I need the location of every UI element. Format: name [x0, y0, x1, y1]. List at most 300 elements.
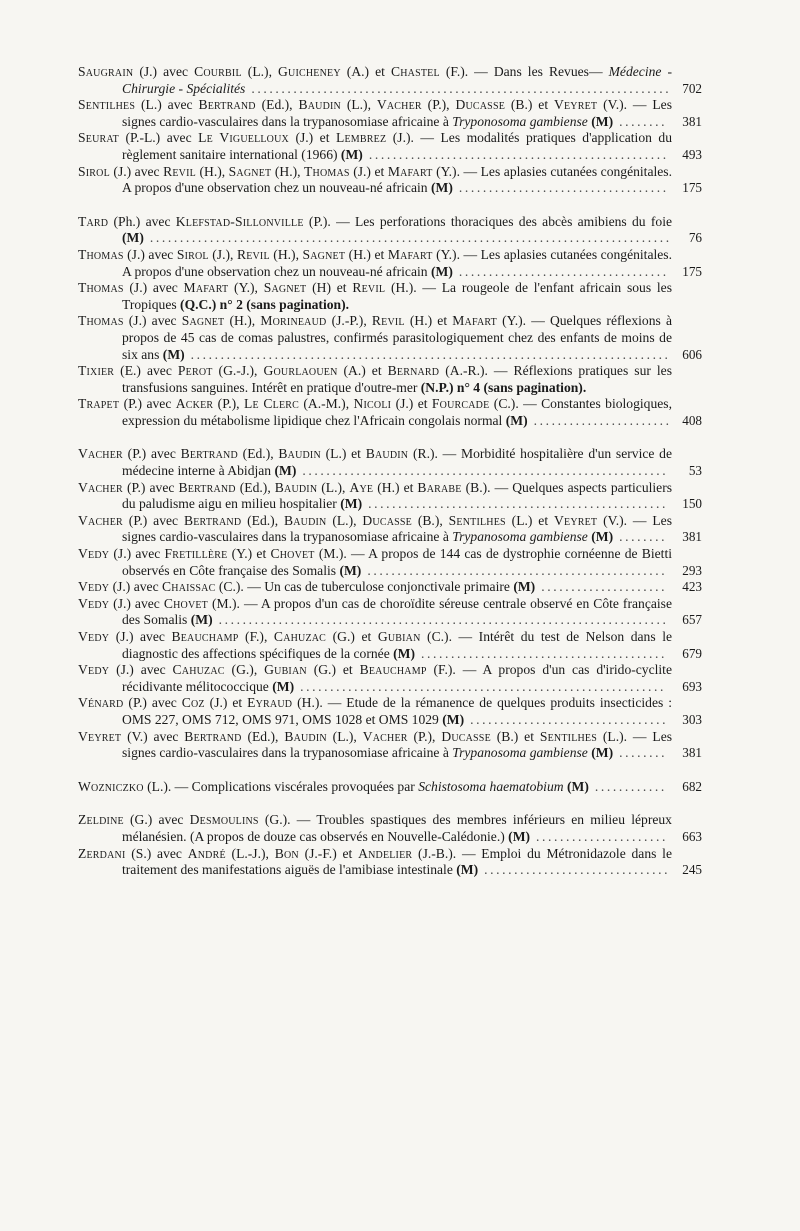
author-name: Bon — [274, 845, 299, 861]
entry-connector: (Y.). — Les aplasies cutanées congénitales. A propos d'une observation chez un nouveau-né africain — [122, 246, 672, 279]
author-name: Baudin — [284, 728, 327, 744]
italic-title: Tryponosoma gambiense — [452, 113, 588, 129]
entry-connector: (F.). — A propos d'un cas d'irido-cyclite récidivante mélitococcique — [122, 662, 672, 694]
entry-connector: (L.), — [317, 479, 350, 495]
dot-leader: ..................... — [535, 579, 668, 595]
index-entry — [78, 130, 702, 163]
dot-leader: ............................................................. — [296, 463, 669, 479]
dot-leader: ...................................................................... — [245, 80, 672, 96]
author-name: Baudin — [278, 446, 321, 462]
dot-leader: ................................. — [464, 711, 669, 727]
author-name: Vénard — [78, 695, 124, 711]
entry-connector: (R.). — Morbidité hospitalière d'un service de médecine interne à Abidjan — [122, 446, 673, 479]
entry-connector: (F.), — [238, 629, 274, 644]
author-name: Guicheney — [278, 64, 341, 79]
entry-connector: (L.), — [326, 512, 363, 528]
entry-connector: (H) et — [306, 280, 353, 296]
entry-connector: (P.) avec — [122, 446, 181, 462]
page-number: 381 — [682, 529, 702, 545]
page-number: 657 — [682, 612, 702, 628]
entry-connector: (H.) et — [373, 479, 418, 495]
entry-text — [78, 579, 702, 596]
author-index — [78, 64, 702, 879]
entry-connector: (B.) et — [490, 728, 540, 744]
author-name: Gubian — [377, 629, 421, 644]
dot-leader: .................................................. — [362, 146, 669, 162]
memoir-marker: (M) — [337, 146, 363, 162]
entry-connector: (H.) et — [345, 246, 388, 262]
entry-connector: (B.) et — [505, 97, 554, 113]
entry-connector: (L.) avec — [135, 97, 199, 113]
author-name: Acker — [175, 396, 214, 412]
page-number: 423 — [682, 579, 702, 595]
index-entry — [78, 629, 702, 662]
dot-leader: ...................... — [530, 828, 669, 844]
entry-text — [78, 280, 702, 313]
memoir-marker: (M) — [587, 745, 614, 761]
letter-group-gap — [78, 795, 702, 812]
entry-connector: (M.). — A propos de 144 cas de dystrophie cornéenne de Bietti observés en Côte française des Somalis — [122, 546, 672, 578]
entry-text — [78, 629, 702, 662]
entry-connector: (J.) avec — [109, 579, 163, 595]
author-name: Vedy — [78, 662, 110, 678]
line-prefix: — — [588, 64, 609, 79]
index-entry — [78, 513, 702, 546]
page-number: 606 — [682, 346, 702, 362]
author-name: Thomas — [78, 313, 124, 329]
entry-connector: (L.) et — [320, 446, 366, 462]
index-entry — [78, 64, 702, 97]
entry-connector: (L.), — [326, 728, 363, 744]
author-name: Andelier — [358, 845, 413, 861]
entry-text — [78, 480, 702, 513]
letter-group-gap — [78, 762, 702, 779]
entry-connector: (H.). — Etude de la rémanence de quelques produits insecticides : OMS 227, OMS 712, OMS 971, OMS 1028 et OMS 1029 — [122, 695, 672, 727]
entry-text — [78, 396, 702, 429]
italic-title: Trypanosoma gambiense — [452, 529, 588, 545]
entry-connector: (C.). — Un cas de tuberculose conjonctivale primaire — [215, 579, 510, 595]
dot-leader: .................................................. — [362, 496, 669, 512]
author-name: Revil — [236, 246, 270, 262]
entry-connector: (Ed.), — [241, 728, 285, 744]
dot-leader: ........................................................................... — [212, 612, 669, 628]
entry-text — [78, 513, 702, 546]
author-name: Vacher — [78, 512, 123, 528]
index-entry — [78, 363, 702, 396]
entry-connector: (Y.). — Quelques réflexions à propos de 45 cas de comas palustres, confirmés parasitologiquement chez des enfants de moins de six ans — [122, 313, 672, 362]
dot-leader: ....................... — [527, 412, 672, 428]
index-entry — [78, 729, 702, 762]
memoir-marker: (M) — [438, 711, 465, 727]
author-name: Fourcade — [431, 396, 490, 412]
entry-text — [78, 97, 702, 130]
author-name: Sirol — [78, 163, 110, 179]
page-number: 76 — [688, 230, 702, 246]
index-entry — [78, 579, 702, 596]
entry-text — [78, 130, 702, 163]
italic-title: Trypanosoma gambiense — [452, 745, 588, 761]
author-name: Courbil — [194, 64, 242, 79]
page-number: 245 — [682, 862, 702, 878]
entry-connector: (H.). — La rougeole de l'enfant africain sous les Tropiques — [122, 280, 672, 312]
entry-text — [78, 164, 702, 197]
dot-leader: ......................................... — [415, 645, 667, 661]
author-name: Saugrain — [78, 64, 134, 79]
entry-connector: (V.). — Les signes cardio-vasculaires dans la trypanosomiase africaine à — [122, 512, 673, 545]
index-entry — [78, 396, 702, 429]
author-name: Le Clerc — [243, 396, 300, 412]
author-name: Vacher — [78, 479, 123, 495]
memoir-marker: (M) — [427, 180, 453, 196]
author-name: Morineaud — [260, 313, 327, 329]
entry-text — [78, 363, 702, 396]
memoir-marker: (M) — [336, 496, 363, 512]
author-name: Aye — [349, 479, 374, 495]
entry-connector: (J.) avec — [109, 163, 164, 179]
author-name: Klefstad-Sillonville — [175, 213, 304, 229]
entry-connector: (J.) et — [349, 163, 388, 179]
index-entry — [78, 446, 702, 479]
entry-connector: (J.) avec — [123, 280, 184, 296]
memoir-marker: (M) — [587, 529, 614, 545]
author-name: Coz — [181, 695, 205, 711]
entry-connector: (L.). — Les signes cardio-vasculaires dans la trypanosomiase africaine à — [122, 728, 673, 761]
author-name: Mafart — [387, 163, 433, 179]
author-name: Veyret — [554, 512, 598, 528]
entry-connector: (C.). — Constantes biologiques, expression du métabolisme lipidique chez l'Africain congolais normal — [122, 396, 672, 428]
entry-text — [78, 695, 702, 728]
memoir-marker: (M) — [563, 778, 589, 794]
author-name: André — [187, 845, 226, 861]
entry-connector: (P.), — [421, 97, 456, 113]
index-entry — [78, 280, 702, 313]
author-name: Mafart — [387, 246, 433, 262]
author-name: Bertrand — [198, 97, 256, 113]
dot-leader: ............................... — [478, 862, 671, 878]
entry-connector: (H.), — [195, 163, 229, 179]
entry-connector: (H.), — [224, 313, 261, 329]
memoir-marker: (M) — [452, 862, 479, 878]
italic-title: Schistosoma haematobium — [418, 778, 564, 794]
memoir-marker: (M) — [271, 463, 297, 479]
entry-connector: (V.). — Les signes cardio-vasculaires dans la trypanosomiase africaine à — [122, 97, 672, 129]
author-name: Beauchamp — [171, 629, 239, 644]
author-name: Ducasse — [362, 512, 412, 528]
entry-text — [78, 662, 702, 695]
author-name: Chovet — [163, 595, 208, 611]
author-name: Thomas — [78, 246, 124, 262]
entry-connector: (A.) et — [340, 64, 391, 79]
entry-connector: (A.-R.). — Réflexions pratiques sur les transfusions sanguines. Intérêt en pratique d'outre-mer — [122, 363, 672, 395]
page-number: 702 — [682, 80, 702, 96]
page-number: 381 — [682, 745, 702, 761]
author-name: Thomas — [304, 163, 350, 179]
index-entry — [78, 97, 702, 130]
page-number: 682 — [682, 778, 702, 794]
memoir-marker: (M) — [587, 113, 614, 129]
entry-connector: (G.) et — [306, 662, 360, 678]
entry-connector: (J.) et — [391, 396, 432, 412]
entry-connector: (Y.). — Les aplasies cutanées congénitales. A propos d'une observation chez un nouveau-né africain — [122, 163, 672, 196]
entry-connector: (V.) avec — [121, 728, 185, 744]
journal-ref: (N.P.) n° 4 (sans pagination). — [420, 379, 587, 395]
entry-connector: (H.) et — [404, 313, 453, 329]
author-name: Lembrez — [336, 130, 387, 146]
author-name: Cahuzac — [172, 662, 225, 678]
entry-connector: (H.), — [271, 163, 305, 179]
author-name: Vacher — [78, 446, 123, 462]
entry-connector: (L.), — [340, 97, 377, 113]
author-name: Ducasse — [441, 728, 491, 744]
entry-connector: (G.) avec — [123, 812, 190, 828]
page-number: 663 — [682, 828, 702, 844]
page-number: 693 — [682, 678, 702, 694]
entry-connector: (J.) et — [288, 130, 336, 146]
memoir-marker: (M) — [159, 346, 185, 362]
author-name: Le Viguelloux — [198, 130, 289, 146]
author-name: Baudin — [274, 479, 318, 495]
author-name: Mafart — [452, 313, 497, 329]
entry-connector: (G.) et — [326, 629, 378, 644]
author-name: Bernard — [387, 363, 440, 379]
journal-ref: (Q.C.) n° 2 (sans pagination). — [180, 296, 350, 312]
author-name: Seurat — [78, 130, 119, 146]
entry-text — [78, 247, 702, 280]
entry-connector: (P.) avec — [122, 512, 184, 528]
italic-title: Médecine - Chirurgie - Spécialités — [122, 64, 673, 96]
entry-connector: (J.), — [208, 246, 237, 262]
author-name: Vedy — [78, 546, 110, 562]
author-name: Barabe — [417, 479, 462, 495]
entry-connector: (S.) avec — [125, 845, 188, 861]
page-number: 303 — [682, 711, 702, 727]
entry-connector: (J.) et — [204, 695, 248, 711]
page-number: 150 — [682, 496, 702, 512]
index-entry — [78, 695, 702, 728]
letter-group — [78, 446, 702, 761]
entry-text — [78, 546, 702, 579]
author-name: Chastel — [390, 64, 440, 79]
page-number: 293 — [682, 562, 702, 578]
author-name: Revil — [371, 313, 405, 329]
author-name: Gubian — [264, 662, 307, 678]
page-number: 493 — [682, 146, 702, 162]
author-name: Sirol — [176, 246, 209, 262]
author-name: Beauchamp — [359, 662, 427, 678]
letter-group — [78, 214, 702, 430]
entry-connector: (H.), — [269, 246, 303, 262]
author-name: Trapet — [78, 396, 120, 412]
author-name: Baudin — [283, 512, 327, 528]
entry-connector: (G.-J.), — [212, 363, 264, 379]
author-name: Veyret — [78, 728, 122, 744]
memoir-marker: (M) — [502, 412, 528, 428]
entry-connector: (G.). — Troubles spastiques des membres inférieurs en milieu lépreux mélanésien. (A propos de douze cas observés en Nouvelle-Calédonie.) — [122, 812, 672, 844]
memoir-marker: (M) — [268, 678, 295, 694]
entry-text — [78, 812, 702, 845]
entry-text — [78, 446, 702, 479]
dot-leader: ........ — [613, 745, 668, 761]
memoir-marker: (M) — [122, 230, 144, 246]
entry-connector: (J.-F.) et — [298, 845, 359, 861]
author-name: Baudin — [365, 446, 409, 462]
entry-connector: (G.), — [224, 662, 265, 678]
entry-connector: (P.-L.) avec — [118, 130, 199, 146]
author-name: Vedy — [78, 629, 110, 644]
entry-connector: (J.) avec — [123, 246, 177, 262]
entry-text — [78, 64, 702, 97]
author-name: Vedy — [78, 579, 110, 595]
author-name: Revil — [163, 163, 196, 179]
entry-connector: (L.), — [241, 64, 279, 79]
entry-text — [78, 779, 702, 796]
index-entry — [78, 214, 702, 247]
entry-connector: (J.) avec — [109, 629, 172, 644]
entry-connector: (J.) avec — [133, 64, 195, 79]
author-name: Desmoulins — [189, 812, 259, 828]
letter-group — [78, 64, 702, 197]
entry-text — [78, 214, 702, 247]
index-entry — [78, 662, 702, 695]
author-name: Cahuzac — [273, 629, 327, 644]
entry-connector: (J.) avec — [123, 313, 182, 329]
author-name: Veyret — [553, 97, 598, 113]
author-name: Perot — [177, 363, 213, 379]
letter-group-gap — [78, 197, 702, 214]
entry-connector: (J.-B.). — Emploi du Métronidazole dans le traitement des manifestations aiguës de l'amibiase intestinale — [122, 845, 672, 878]
entry-connector: (Ed.), — [241, 512, 284, 528]
author-name: Sagnet — [302, 246, 346, 262]
dot-leader: ........ — [613, 529, 668, 545]
index-entry — [78, 247, 702, 280]
entry-text — [78, 729, 702, 762]
entry-text — [78, 313, 702, 363]
dot-leader: ....................................................................................... — [143, 230, 672, 246]
entry-connector: (Y.), — [228, 280, 264, 296]
author-name: Bertrand — [183, 512, 242, 528]
page-number: 679 — [682, 645, 702, 661]
entry-connector: (P.), — [407, 728, 442, 744]
entry-connector: (P.) avec — [122, 479, 179, 495]
memoir-marker: (M) — [509, 579, 536, 595]
page-number: 175 — [682, 263, 702, 279]
entry-connector: (C.). — Intérêt du test de Nelson dans le diagnostic des affections spécifiques de la cornée — [122, 629, 673, 661]
dot-leader: ........ — [613, 113, 668, 129]
memoir-marker: (M) — [389, 645, 416, 661]
author-name: Tard — [78, 213, 109, 229]
entry-connector: (J.). — Les modalités pratiques d'application du règlement sanitaire international (1966) — [122, 130, 673, 162]
dot-leader: .................................................. — [361, 562, 668, 578]
page-number: 381 — [682, 113, 702, 129]
author-name: Revil — [352, 280, 386, 296]
memoir-marker: (M) — [336, 562, 362, 578]
letter-group — [78, 812, 702, 878]
author-name: Sentilhes — [78, 97, 136, 113]
author-name: Zeldine — [78, 812, 124, 828]
author-name: Chaissac — [162, 579, 216, 595]
author-name: Vedy — [78, 595, 110, 611]
author-name: Ducasse — [455, 97, 506, 113]
author-name: Zerdani — [78, 845, 126, 861]
letter-group — [78, 779, 702, 796]
dot-leader: ............................................................. — [294, 678, 667, 694]
entry-connector: (F.). — Dans les Revues — [439, 64, 589, 79]
author-name: Bertrand — [180, 446, 238, 462]
entry-connector: (P.), — [213, 396, 244, 412]
author-name: Vacher — [376, 97, 422, 113]
entry-connector: (Ph.) avec — [108, 213, 176, 229]
entry-connector: (L.) et — [505, 512, 554, 528]
entry-text — [78, 846, 702, 879]
entry-connector: (L.). — Complications viscérales provoquées par — [143, 778, 419, 794]
entry-connector: (M.). — A propos d'un cas de choroïdite séreuse centrale observé en Côte française des Somalis — [122, 595, 672, 628]
author-name: Baudin — [298, 97, 341, 113]
entry-connector: (A.) et — [337, 363, 388, 379]
author-name: Bertrand — [178, 479, 236, 495]
entry-connector: (Ed.), — [255, 97, 299, 113]
author-name: Vacher — [362, 728, 408, 744]
entry-connector: (J.) avec — [109, 662, 173, 678]
dot-leader: ................................... — [452, 263, 669, 279]
index-entry — [78, 546, 702, 579]
memoir-marker: (M) — [504, 828, 531, 844]
dot-leader: ............ — [588, 778, 667, 794]
letter-group-gap — [78, 429, 702, 446]
author-name: Fretillère — [164, 546, 228, 562]
author-name: Chovet — [270, 546, 315, 562]
entry-connector: (B.), — [411, 512, 449, 528]
author-name: Sagnet — [181, 313, 225, 329]
page-number: 53 — [688, 463, 702, 479]
author-name: Sagnet — [263, 280, 307, 296]
author-name: Mafart — [183, 280, 229, 296]
author-name: Tixier — [78, 363, 115, 379]
page-number: 175 — [682, 180, 702, 196]
index-entry — [78, 313, 702, 363]
index-entry — [78, 846, 702, 879]
entry-connector: (Ed.), — [235, 479, 275, 495]
entry-connector: (J.) avec — [109, 595, 164, 611]
author-name: Thomas — [78, 280, 124, 296]
entry-connector: (A.-M.), — [299, 396, 354, 412]
author-name: Eyraud — [247, 695, 293, 711]
author-name: Bertrand — [184, 728, 242, 744]
memoir-marker: (M) — [427, 263, 453, 279]
entry-connector: (J.-P.), — [326, 313, 372, 329]
index-entry — [78, 779, 702, 796]
index-entry — [78, 812, 702, 845]
author-name: Wozniczko — [78, 778, 144, 794]
author-name: Gourlaouen — [263, 363, 338, 379]
index-entry — [78, 164, 702, 197]
author-name: Sentilhes — [448, 512, 506, 528]
entry-connector: (Y.) et — [227, 546, 271, 562]
entry-connector: (P.). — Les perforations thoraciques des abcès amibiens du foie — [303, 213, 672, 229]
entry-connector: (B.). — Quelques aspects particuliers du paludisme aigu en milieu hospitalier — [122, 479, 673, 512]
entry-connector: (P.) avec — [123, 695, 182, 711]
author-name: Nicoli — [353, 396, 392, 412]
index-entry — [78, 596, 702, 629]
dot-leader: ................................... — [452, 180, 669, 196]
entry-text — [78, 596, 702, 629]
entry-connector: (L.-J.), — [225, 845, 275, 861]
dot-leader: ................................................................................ — [184, 346, 671, 362]
entry-connector: (J.) avec — [109, 546, 165, 562]
index-entry — [78, 480, 702, 513]
entry-connector: (Ed.), — [237, 446, 279, 462]
author-name: Sentilhes — [539, 728, 597, 744]
page-number: 408 — [682, 412, 702, 428]
